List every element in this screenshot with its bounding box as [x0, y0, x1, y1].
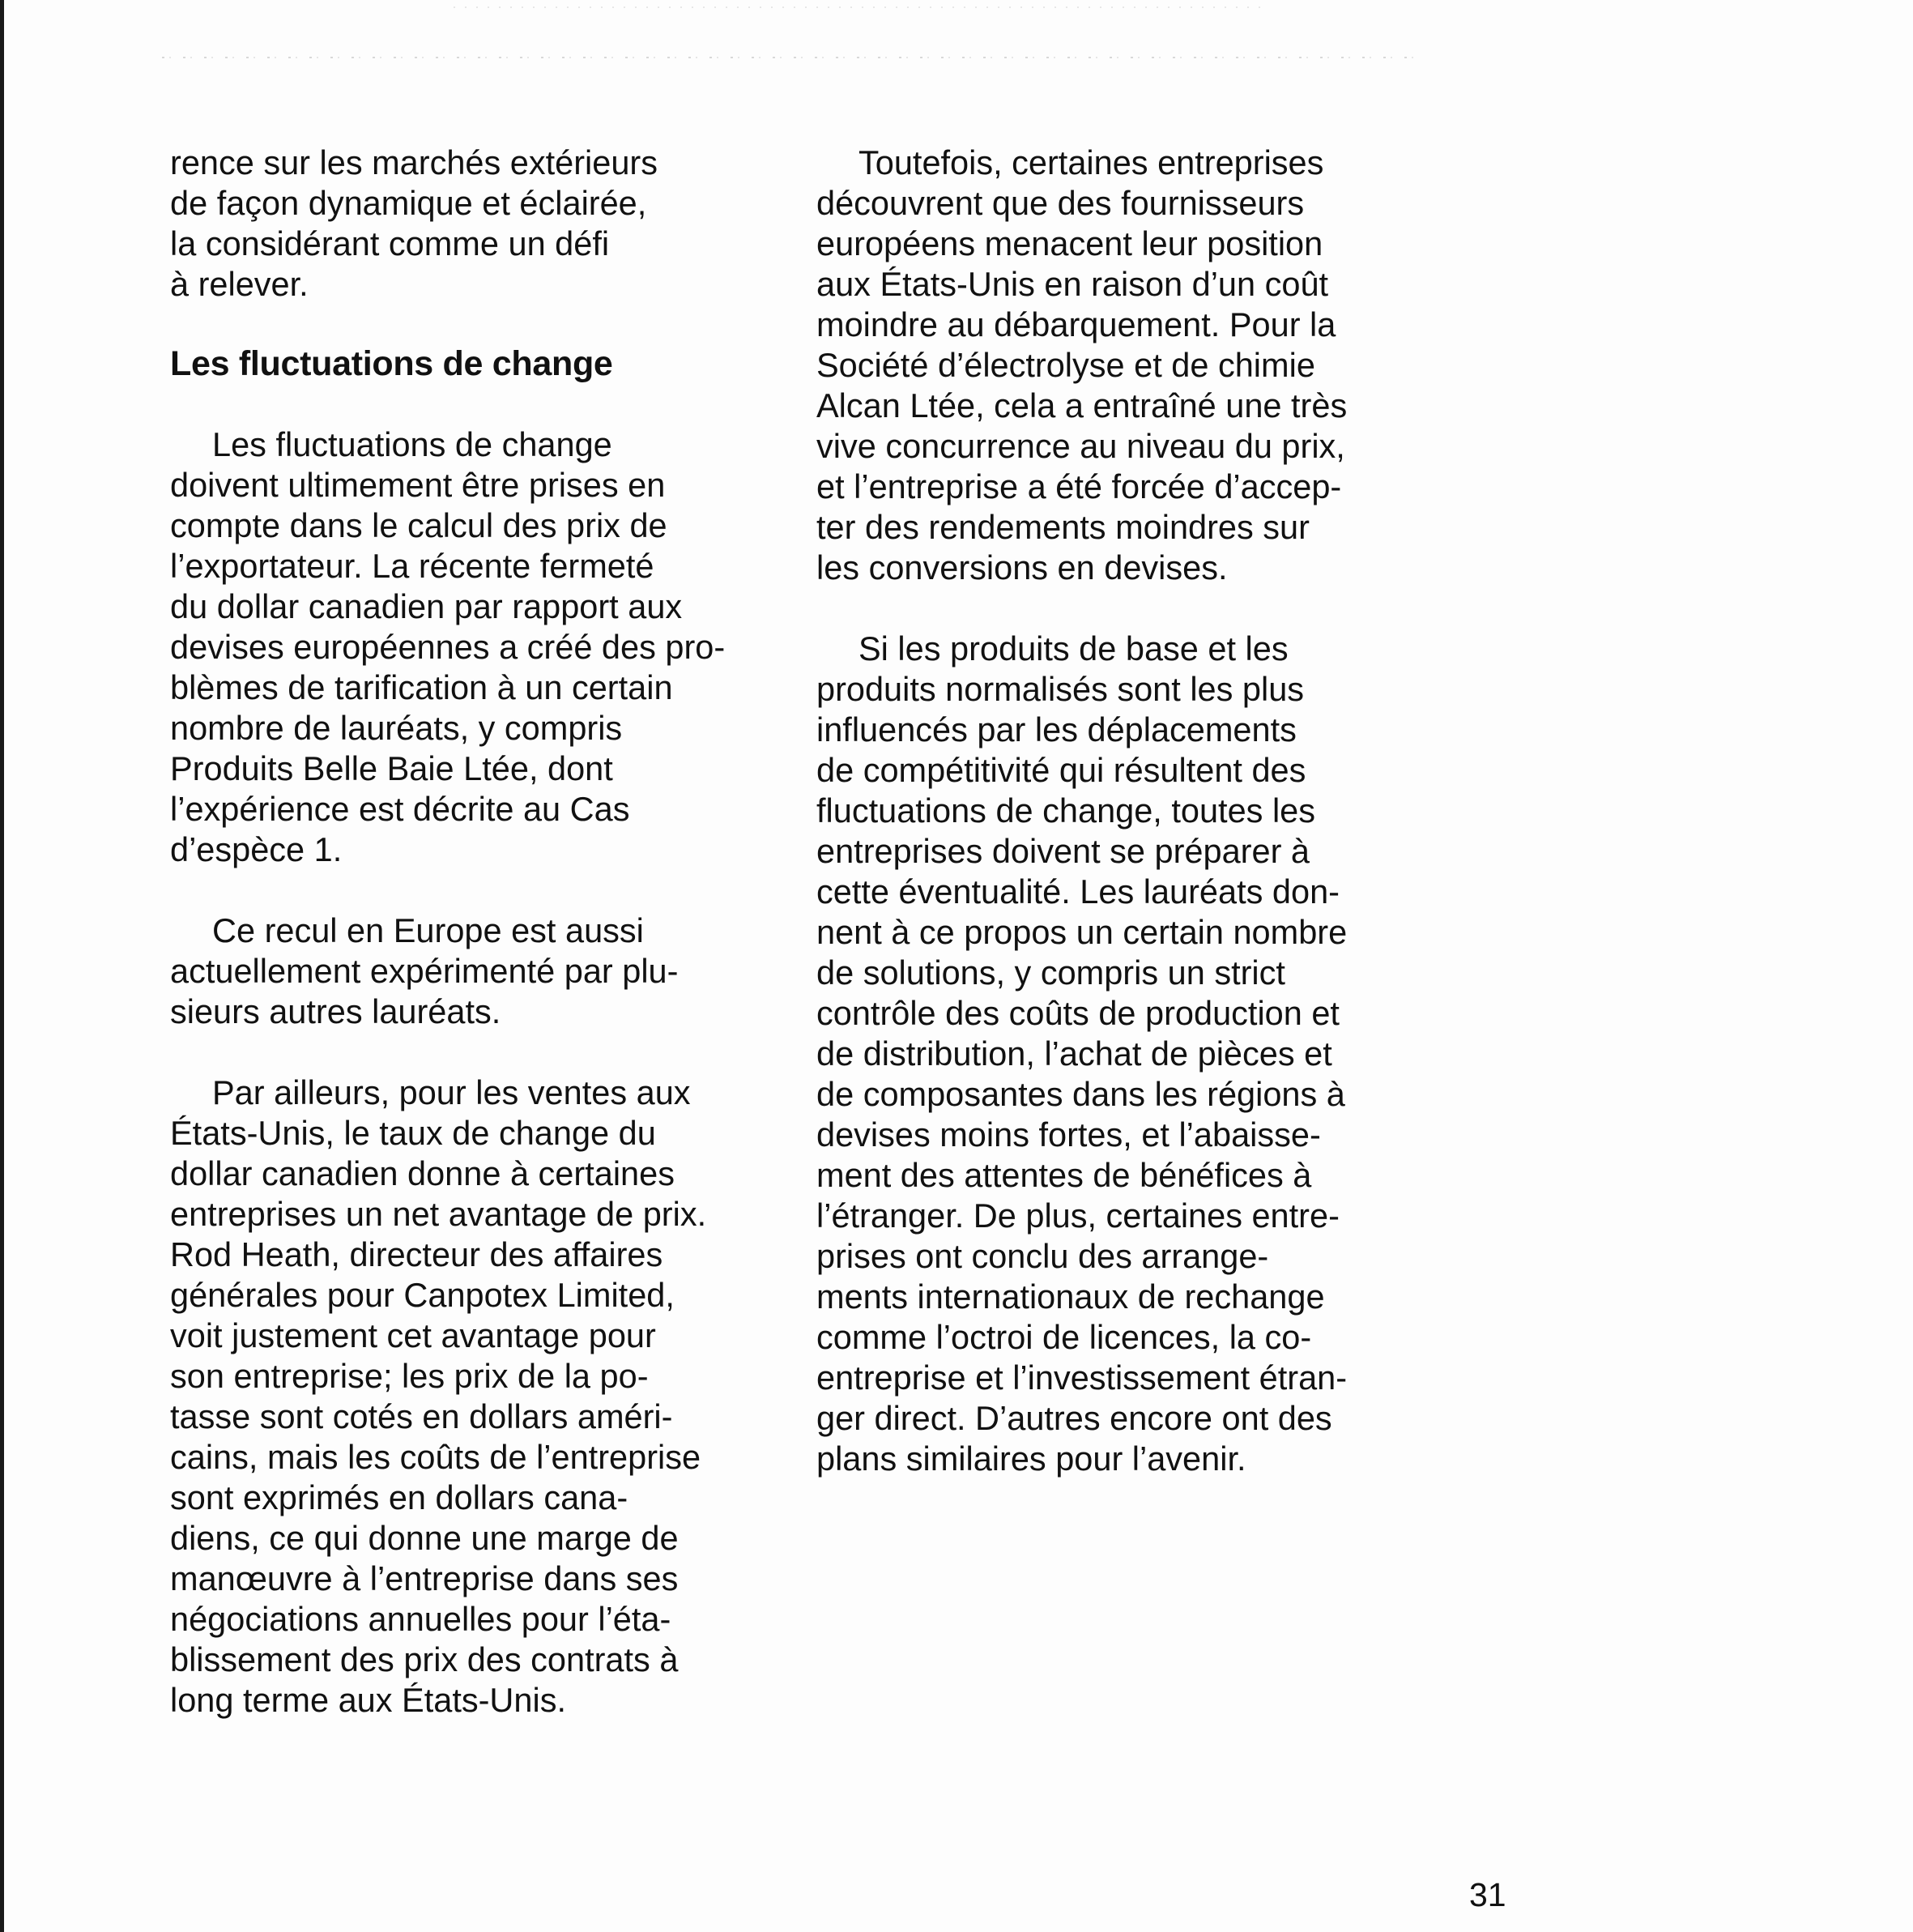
text-line: comme l’octroi de licences, la co-	[816, 1318, 1312, 1356]
text-line: actuellement expérimenté par plu-	[170, 952, 679, 990]
text-line: de composantes dans les régions à	[816, 1075, 1345, 1113]
text-line: manœuvre à l’entreprise dans ses	[170, 1559, 679, 1597]
text-line: négociations annuelles pour l’éta-	[170, 1600, 671, 1638]
text-line: blissement des prix des contrats à	[170, 1640, 679, 1678]
text-line: générales pour Canpotex Limited,	[170, 1276, 675, 1314]
text-line: nombre de lauréats, y compris	[170, 709, 623, 747]
text-line: devises européennes a créé des pro-	[170, 628, 726, 666]
scan-noise	[454, 6, 1263, 8]
text-line: Alcan Ltée, cela a entraîné une très	[816, 386, 1348, 424]
paragraph	[170, 424, 794, 870]
text-line: ger direct. D’autres encore ont des	[816, 1399, 1332, 1437]
text-line: l’étranger. De plus, certaines entre-	[816, 1196, 1340, 1235]
text-line: à relever.	[170, 265, 309, 303]
text-line: aux États-Unis en raison d’un coût	[816, 265, 1329, 303]
text-line: cains, mais les coûts de l’entreprise	[170, 1438, 701, 1476]
text-line: Si les produits de base et les	[859, 629, 1289, 667]
text-line: moindre au débarquement. Pour la	[816, 305, 1336, 343]
text-line: nent à ce propos un certain nombre	[816, 913, 1348, 951]
text-line: de façon dynamique et éclairée,	[170, 184, 647, 222]
text-line: découvrent que des fournisseurs	[816, 184, 1305, 222]
text-line: sont exprimés en dollars cana-	[170, 1478, 628, 1516]
text-line: son entreprise; les prix de la po-	[170, 1357, 649, 1395]
text-line: entreprise et l’investissement étran-	[816, 1358, 1348, 1397]
scan-noise	[162, 57, 1425, 58]
text-line: tasse sont cotés en dollars améri-	[170, 1397, 673, 1435]
text-line: la considérant comme un défi	[170, 224, 610, 262]
text-line: de distribution, l’achat de pièces et	[816, 1034, 1332, 1073]
text-line: doivent ultimement être prises en	[170, 466, 666, 504]
text-line: dollar canadien donne à certaines	[170, 1154, 675, 1192]
text-line: diens, ce qui donne une marge de	[170, 1519, 679, 1557]
text-line: long terme aux États-Unis.	[170, 1681, 566, 1719]
text-line: de solutions, y compris un strict	[816, 953, 1285, 992]
continuation-paragraph	[170, 143, 794, 305]
text-line: voit justement cet avantage pour	[170, 1316, 656, 1354]
text-line: les conversions en devises.	[816, 548, 1228, 586]
text-line: Produits Belle Baie Ltée, dont	[170, 749, 613, 787]
text-line: de compétitivité qui résultent des	[816, 751, 1306, 789]
text-line: européens menacent leur position	[816, 224, 1323, 262]
text-line: influencés par les déplacements	[816, 710, 1297, 748]
section-heading: Les fluctuations de change	[170, 344, 613, 383]
text-line: fluctuations de change, toutes les	[816, 791, 1315, 830]
text-line: ment des attentes de bénéfices à	[816, 1156, 1312, 1194]
text-line: vive concurrence au niveau du prix,	[816, 427, 1345, 465]
text-line: entreprises un net avantage de prix.	[170, 1195, 707, 1233]
text-line: ments internationaux de rechange	[816, 1277, 1325, 1316]
text-line: l’exportateur. La récente fermeté	[170, 547, 654, 585]
text-line: ter des rendements moindres sur	[816, 508, 1310, 546]
text-line: Par ailleurs, pour les ventes aux	[212, 1073, 691, 1111]
text-line: Rod Heath, directeur des affaires	[170, 1235, 663, 1273]
left-paragraphs	[170, 424, 794, 1721]
text-line: contrôle des coûts de production et	[816, 994, 1340, 1032]
paragraph	[170, 911, 794, 1032]
text-line: Toutefois, certaines entreprises	[859, 143, 1324, 181]
text-line: produits normalisés sont les plus	[816, 670, 1305, 708]
paragraph	[816, 143, 1448, 588]
text-line: du dollar canadien par rapport aux	[170, 587, 683, 625]
left-column	[170, 143, 794, 1721]
paragraph	[816, 629, 1448, 1479]
right-paragraphs	[816, 143, 1448, 1479]
scan-edge	[0, 0, 4, 1932]
text-line: devises moins fortes, et l’abaisse-	[816, 1115, 1321, 1154]
text-line: compte dans le calcul des prix de	[170, 506, 667, 544]
text-line: cette éventualité. Les lauréats don-	[816, 872, 1340, 911]
text-line: plans similaires pour l’avenir.	[816, 1439, 1246, 1478]
text-line: Société d’électrolyse et de chimie	[816, 346, 1315, 384]
right-column	[816, 143, 1448, 1479]
text-line: entreprises doivent se préparer à	[816, 832, 1310, 870]
text-line: d’espèce 1.	[170, 830, 343, 868]
text-line: États-Unis, le taux de change du	[170, 1114, 656, 1152]
text-line: rence sur les marchés extérieurs	[170, 143, 658, 181]
text-line: Ce recul en Europe est aussi	[212, 911, 644, 949]
text-line: prises ont conclu des arrange-	[816, 1237, 1269, 1275]
page-number: 31	[1469, 1876, 1506, 1913]
text-line: sieurs autres lauréats.	[170, 992, 501, 1030]
paragraph	[170, 1073, 794, 1721]
text-line: et l’entreprise a été forcée d’accep-	[816, 467, 1342, 505]
text-line: l’expérience est décrite au Cas	[170, 790, 630, 828]
text-line: Les fluctuations de change	[212, 425, 612, 463]
text-line: blèmes de tarification à un certain	[170, 668, 673, 706]
